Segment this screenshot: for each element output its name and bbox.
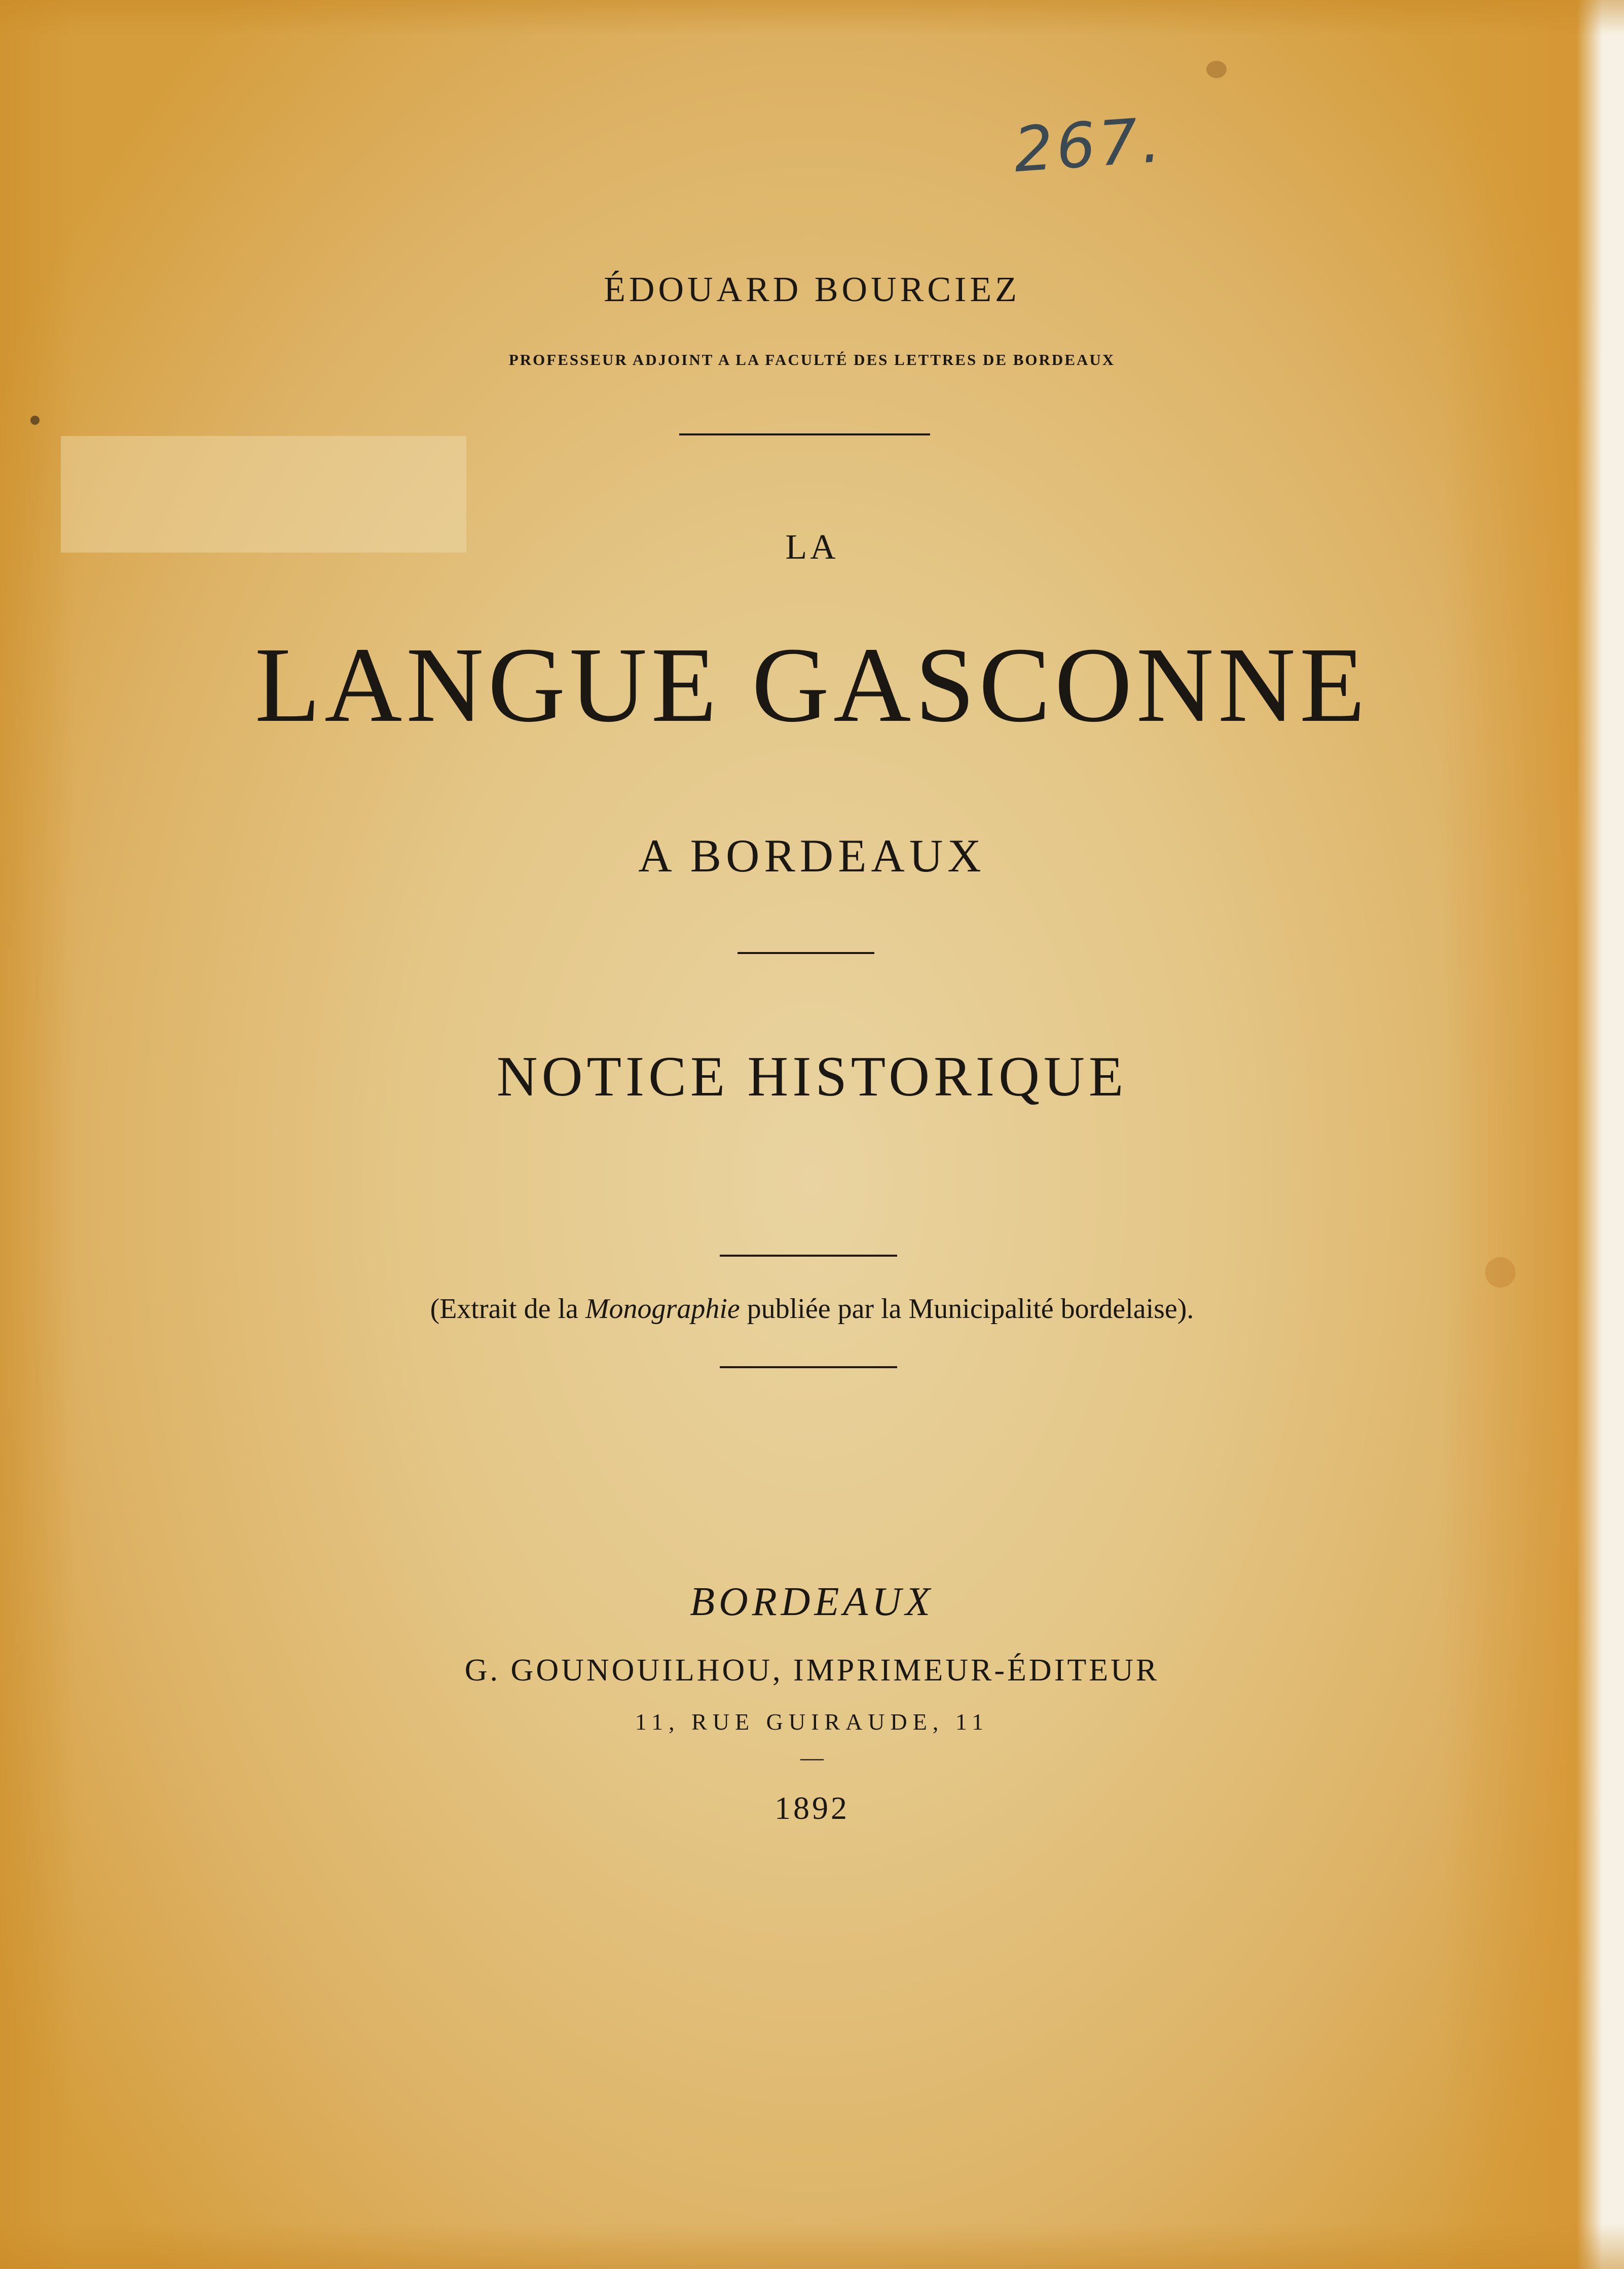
divider-rule <box>737 952 874 954</box>
paper-edge-top <box>0 0 1624 35</box>
divider-rule <box>679 433 930 435</box>
extract-note-before: (Extrait de la <box>430 1293 585 1325</box>
imprint-year: 1892 <box>774 1790 850 1826</box>
paper-edge-bottom <box>0 2223 1624 2269</box>
imprint-separator: — <box>800 1744 824 1770</box>
paper-stain <box>30 416 40 425</box>
paper-stain <box>1206 61 1227 78</box>
divider-rule <box>720 1366 897 1368</box>
extract-note <box>0 1293 1624 1325</box>
author-role: PROFESSEUR ADJOINT A LA FACULTÉ DES LETTRES DE BORDEAUX <box>508 351 1116 369</box>
extract-note-italic: Monographie <box>585 1293 740 1325</box>
imprint-address: 11, RUE GUIRAUDE, 11 <box>635 1709 989 1735</box>
title-place: A BORDEAUX <box>638 830 986 882</box>
imprint-city: BORDEAUX <box>690 1580 934 1624</box>
paper-edge-right <box>1442 0 1624 2269</box>
page-title: LANGUE GASCONNE <box>254 625 1370 744</box>
imprint-publisher: G. GOUNOUILHOU, IMPRIMEUR-ÉDITEUR <box>464 1653 1160 1688</box>
title-article: LA <box>785 528 839 567</box>
handwritten-shelf-number: 267. <box>1011 103 1166 187</box>
subtitle: NOTICE HISTORIQUE <box>496 1045 1128 1108</box>
paper-stain <box>1485 1257 1516 1288</box>
author-name: ÉDOUARD BOURCIEZ <box>604 270 1020 309</box>
paper-edge-left <box>0 0 76 2269</box>
extract-note-after: publiée par la Municipalité bordelaise). <box>740 1293 1194 1325</box>
divider-rule <box>720 1255 897 1257</box>
